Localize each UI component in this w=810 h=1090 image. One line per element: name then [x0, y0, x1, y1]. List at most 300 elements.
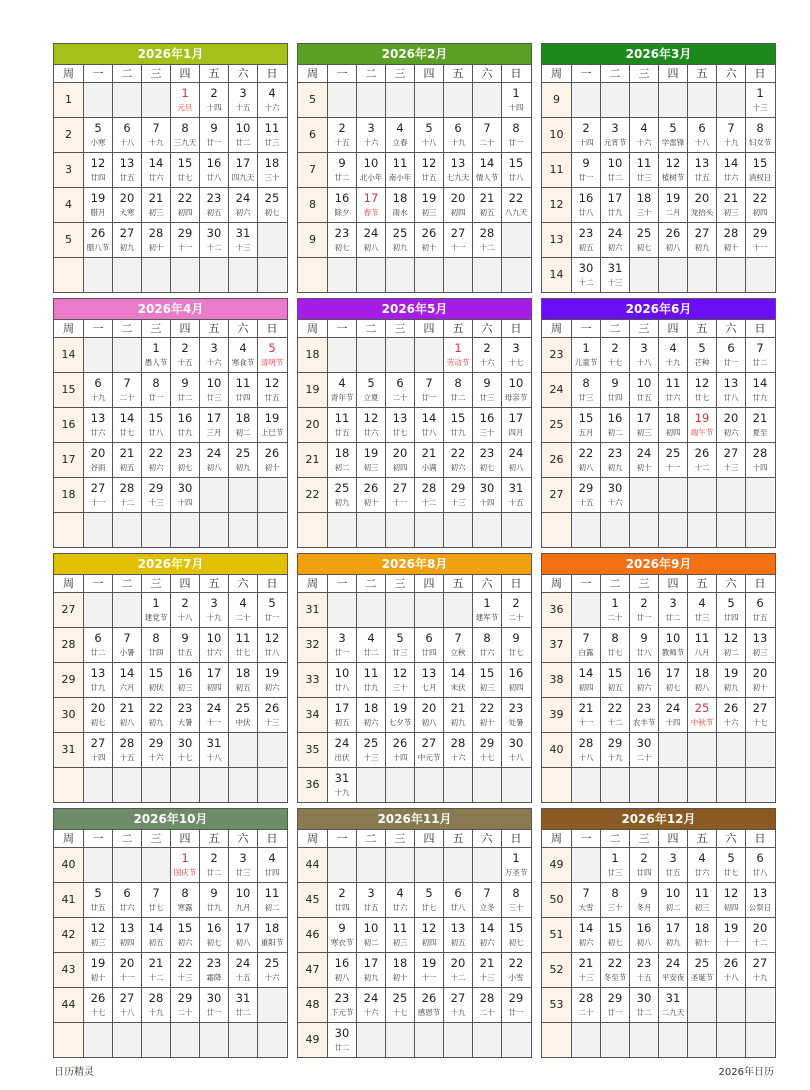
- day-cell[interactable]: [414, 188, 443, 222]
- day-cell[interactable]: [170, 698, 199, 732]
- day-cell[interactable]: [501, 918, 530, 952]
- day-cell[interactable]: [257, 593, 286, 627]
- day-cell[interactable]: [629, 443, 658, 477]
- day-cell[interactable]: [658, 953, 687, 987]
- day-cell[interactable]: [112, 733, 141, 767]
- day-cell[interactable]: [501, 733, 530, 767]
- day-cell[interactable]: [112, 883, 141, 917]
- day-cell[interactable]: [112, 478, 141, 512]
- day-cell[interactable]: [658, 408, 687, 442]
- day-cell[interactable]: [112, 918, 141, 952]
- day-cell[interactable]: [257, 628, 286, 662]
- day-cell[interactable]: [658, 443, 687, 477]
- day-cell[interactable]: [199, 373, 228, 407]
- day-cell[interactable]: [687, 223, 716, 257]
- day-cell[interactable]: [629, 223, 658, 257]
- day-cell[interactable]: [327, 408, 356, 442]
- day-cell[interactable]: [83, 373, 112, 407]
- day-cell[interactable]: [170, 918, 199, 952]
- day-cell[interactable]: [443, 373, 472, 407]
- day-cell[interactable]: [83, 953, 112, 987]
- day-cell[interactable]: [257, 443, 286, 477]
- day-cell[interactable]: [600, 408, 629, 442]
- day-cell[interactable]: [600, 918, 629, 952]
- day-cell[interactable]: [472, 338, 501, 372]
- day-cell[interactable]: [600, 478, 629, 512]
- day-cell[interactable]: [83, 443, 112, 477]
- day-cell[interactable]: [716, 118, 745, 152]
- day-cell[interactable]: [327, 883, 356, 917]
- day-cell[interactable]: [228, 663, 257, 697]
- day-cell[interactable]: [443, 338, 472, 372]
- day-cell[interactable]: [571, 953, 600, 987]
- day-cell[interactable]: [600, 373, 629, 407]
- day-cell[interactable]: [385, 443, 414, 477]
- day-cell[interactable]: [571, 883, 600, 917]
- day-cell[interactable]: [658, 918, 687, 952]
- day-cell[interactable]: [600, 883, 629, 917]
- day-cell[interactable]: [443, 663, 472, 697]
- day-cell[interactable]: [472, 153, 501, 187]
- day-cell[interactable]: [414, 988, 443, 1022]
- day-cell[interactable]: [228, 593, 257, 627]
- day-cell[interactable]: [327, 1023, 356, 1057]
- day-cell[interactable]: [716, 188, 745, 222]
- day-cell[interactable]: [472, 188, 501, 222]
- day-cell[interactable]: [716, 848, 745, 882]
- day-cell[interactable]: [170, 83, 199, 117]
- day-cell[interactable]: [257, 883, 286, 917]
- day-cell[interactable]: [629, 628, 658, 662]
- day-cell[interactable]: [745, 698, 774, 732]
- day-cell[interactable]: [228, 953, 257, 987]
- day-cell[interactable]: [228, 118, 257, 152]
- day-cell[interactable]: [472, 593, 501, 627]
- day-cell[interactable]: [83, 628, 112, 662]
- day-cell[interactable]: [327, 188, 356, 222]
- day-cell[interactable]: [716, 663, 745, 697]
- day-cell[interactable]: [501, 118, 530, 152]
- day-cell[interactable]: [170, 338, 199, 372]
- day-cell[interactable]: [600, 188, 629, 222]
- day-cell[interactable]: [443, 733, 472, 767]
- day-cell[interactable]: [472, 698, 501, 732]
- day-cell[interactable]: [257, 83, 286, 117]
- day-cell[interactable]: [414, 478, 443, 512]
- day-cell[interactable]: [501, 988, 530, 1022]
- day-cell[interactable]: [83, 408, 112, 442]
- day-cell[interactable]: [141, 223, 170, 257]
- day-cell[interactable]: [199, 733, 228, 767]
- day-cell[interactable]: [745, 373, 774, 407]
- day-cell[interactable]: [716, 883, 745, 917]
- day-cell[interactable]: [629, 373, 658, 407]
- day-cell[interactable]: [687, 663, 716, 697]
- day-cell[interactable]: [472, 663, 501, 697]
- day-cell[interactable]: [501, 628, 530, 662]
- day-cell[interactable]: [228, 443, 257, 477]
- day-cell[interactable]: [327, 118, 356, 152]
- day-cell[interactable]: [501, 593, 530, 627]
- day-cell[interactable]: [170, 663, 199, 697]
- day-cell[interactable]: [170, 153, 199, 187]
- day-cell[interactable]: [228, 918, 257, 952]
- day-cell[interactable]: [199, 848, 228, 882]
- day-cell[interactable]: [472, 733, 501, 767]
- day-cell[interactable]: [501, 408, 530, 442]
- day-cell[interactable]: [141, 153, 170, 187]
- day-cell[interactable]: [141, 408, 170, 442]
- day-cell[interactable]: [199, 408, 228, 442]
- day-cell[interactable]: [228, 988, 257, 1022]
- day-cell[interactable]: [141, 918, 170, 952]
- day-cell[interactable]: [600, 698, 629, 732]
- day-cell[interactable]: [501, 953, 530, 987]
- day-cell[interactable]: [112, 118, 141, 152]
- day-cell[interactable]: [658, 118, 687, 152]
- day-cell[interactable]: [385, 883, 414, 917]
- day-cell[interactable]: [443, 118, 472, 152]
- day-cell[interactable]: [571, 408, 600, 442]
- day-cell[interactable]: [571, 223, 600, 257]
- day-cell[interactable]: [327, 663, 356, 697]
- day-cell[interactable]: [385, 663, 414, 697]
- day-cell[interactable]: [141, 478, 170, 512]
- day-cell[interactable]: [414, 918, 443, 952]
- day-cell[interactable]: [658, 628, 687, 662]
- day-cell[interactable]: [83, 918, 112, 952]
- day-cell[interactable]: [228, 373, 257, 407]
- day-cell[interactable]: [385, 953, 414, 987]
- day-cell[interactable]: [112, 988, 141, 1022]
- day-cell[interactable]: [257, 338, 286, 372]
- day-cell[interactable]: [228, 223, 257, 257]
- day-cell[interactable]: [687, 918, 716, 952]
- day-cell[interactable]: [327, 768, 356, 802]
- day-cell[interactable]: [501, 373, 530, 407]
- day-cell[interactable]: [170, 478, 199, 512]
- day-cell[interactable]: [687, 373, 716, 407]
- day-cell[interactable]: [141, 443, 170, 477]
- day-cell[interactable]: [112, 953, 141, 987]
- day-cell[interactable]: [356, 698, 385, 732]
- day-cell[interactable]: [687, 848, 716, 882]
- day-cell[interactable]: [141, 373, 170, 407]
- day-cell[interactable]: [501, 188, 530, 222]
- day-cell[interactable]: [687, 628, 716, 662]
- day-cell[interactable]: [687, 408, 716, 442]
- day-cell[interactable]: [170, 443, 199, 477]
- day-cell[interactable]: [501, 848, 530, 882]
- day-cell[interactable]: [443, 918, 472, 952]
- day-cell[interactable]: [141, 628, 170, 662]
- day-cell[interactable]: [356, 883, 385, 917]
- day-cell[interactable]: [327, 153, 356, 187]
- day-cell[interactable]: [501, 478, 530, 512]
- day-cell[interactable]: [356, 628, 385, 662]
- day-cell[interactable]: [83, 883, 112, 917]
- day-cell[interactable]: [571, 628, 600, 662]
- day-cell[interactable]: [199, 223, 228, 257]
- day-cell[interactable]: [199, 698, 228, 732]
- day-cell[interactable]: [571, 258, 600, 292]
- day-cell[interactable]: [228, 338, 257, 372]
- day-cell[interactable]: [199, 443, 228, 477]
- day-cell[interactable]: [83, 118, 112, 152]
- day-cell[interactable]: [687, 188, 716, 222]
- day-cell[interactable]: [472, 118, 501, 152]
- day-cell[interactable]: [629, 153, 658, 187]
- day-cell[interactable]: [356, 188, 385, 222]
- day-cell[interactable]: [83, 223, 112, 257]
- day-cell[interactable]: [141, 988, 170, 1022]
- day-cell[interactable]: [600, 988, 629, 1022]
- day-cell[interactable]: [257, 373, 286, 407]
- day-cell[interactable]: [687, 338, 716, 372]
- day-cell[interactable]: [257, 188, 286, 222]
- day-cell[interactable]: [745, 628, 774, 662]
- day-cell[interactable]: [228, 883, 257, 917]
- day-cell[interactable]: [141, 188, 170, 222]
- day-cell[interactable]: [443, 443, 472, 477]
- day-cell[interactable]: [199, 918, 228, 952]
- day-cell[interactable]: [170, 628, 199, 662]
- day-cell[interactable]: [356, 478, 385, 512]
- day-cell[interactable]: [658, 188, 687, 222]
- day-cell[interactable]: [443, 883, 472, 917]
- day-cell[interactable]: [385, 408, 414, 442]
- day-cell[interactable]: [257, 698, 286, 732]
- day-cell[interactable]: [745, 188, 774, 222]
- day-cell[interactable]: [414, 223, 443, 257]
- day-cell[interactable]: [414, 373, 443, 407]
- day-cell[interactable]: [356, 373, 385, 407]
- day-cell[interactable]: [501, 443, 530, 477]
- day-cell[interactable]: [716, 443, 745, 477]
- day-cell[interactable]: [716, 698, 745, 732]
- day-cell[interactable]: [257, 118, 286, 152]
- day-cell[interactable]: [716, 338, 745, 372]
- day-cell[interactable]: [199, 953, 228, 987]
- day-cell[interactable]: [385, 118, 414, 152]
- day-cell[interactable]: [414, 153, 443, 187]
- day-cell[interactable]: [443, 408, 472, 442]
- day-cell[interactable]: [472, 373, 501, 407]
- day-cell[interactable]: [141, 663, 170, 697]
- day-cell[interactable]: [385, 628, 414, 662]
- day-cell[interactable]: [600, 118, 629, 152]
- day-cell[interactable]: [745, 118, 774, 152]
- day-cell[interactable]: [658, 223, 687, 257]
- day-cell[interactable]: [170, 593, 199, 627]
- day-cell[interactable]: [414, 408, 443, 442]
- day-cell[interactable]: [141, 953, 170, 987]
- day-cell[interactable]: [327, 223, 356, 257]
- day-cell[interactable]: [414, 883, 443, 917]
- day-cell[interactable]: [472, 478, 501, 512]
- day-cell[interactable]: [112, 663, 141, 697]
- day-cell[interactable]: [745, 443, 774, 477]
- day-cell[interactable]: [170, 848, 199, 882]
- day-cell[interactable]: [199, 593, 228, 627]
- day-cell[interactable]: [199, 628, 228, 662]
- day-cell[interactable]: [571, 918, 600, 952]
- day-cell[interactable]: [600, 223, 629, 257]
- day-cell[interactable]: [600, 593, 629, 627]
- day-cell[interactable]: [658, 338, 687, 372]
- day-cell[interactable]: [629, 848, 658, 882]
- day-cell[interactable]: [170, 223, 199, 257]
- day-cell[interactable]: [472, 918, 501, 952]
- day-cell[interactable]: [170, 373, 199, 407]
- day-cell[interactable]: [443, 628, 472, 662]
- day-cell[interactable]: [716, 953, 745, 987]
- day-cell[interactable]: [228, 188, 257, 222]
- day-cell[interactable]: [443, 153, 472, 187]
- day-cell[interactable]: [745, 953, 774, 987]
- day-cell[interactable]: [629, 663, 658, 697]
- day-cell[interactable]: [356, 443, 385, 477]
- day-cell[interactable]: [629, 338, 658, 372]
- day-cell[interactable]: [141, 593, 170, 627]
- day-cell[interactable]: [141, 733, 170, 767]
- day-cell[interactable]: [600, 663, 629, 697]
- day-cell[interactable]: [745, 918, 774, 952]
- day-cell[interactable]: [83, 478, 112, 512]
- day-cell[interactable]: [199, 338, 228, 372]
- day-cell[interactable]: [356, 408, 385, 442]
- day-cell[interactable]: [83, 153, 112, 187]
- day-cell[interactable]: [501, 698, 530, 732]
- day-cell[interactable]: [356, 988, 385, 1022]
- day-cell[interactable]: [443, 188, 472, 222]
- day-cell[interactable]: [385, 373, 414, 407]
- day-cell[interactable]: [443, 988, 472, 1022]
- day-cell[interactable]: [571, 188, 600, 222]
- day-cell[interactable]: [112, 223, 141, 257]
- day-cell[interactable]: [745, 883, 774, 917]
- day-cell[interactable]: [141, 698, 170, 732]
- day-cell[interactable]: [112, 153, 141, 187]
- day-cell[interactable]: [356, 663, 385, 697]
- day-cell[interactable]: [228, 848, 257, 882]
- day-cell[interactable]: [385, 918, 414, 952]
- day-cell[interactable]: [385, 733, 414, 767]
- day-cell[interactable]: [170, 408, 199, 442]
- day-cell[interactable]: [327, 988, 356, 1022]
- day-cell[interactable]: [571, 663, 600, 697]
- day-cell[interactable]: [600, 258, 629, 292]
- day-cell[interactable]: [716, 593, 745, 627]
- day-cell[interactable]: [600, 443, 629, 477]
- day-cell[interactable]: [472, 988, 501, 1022]
- day-cell[interactable]: [112, 188, 141, 222]
- day-cell[interactable]: [571, 118, 600, 152]
- day-cell[interactable]: [356, 153, 385, 187]
- day-cell[interactable]: [141, 883, 170, 917]
- day-cell[interactable]: [356, 953, 385, 987]
- day-cell[interactable]: [327, 478, 356, 512]
- day-cell[interactable]: [571, 443, 600, 477]
- day-cell[interactable]: [414, 663, 443, 697]
- day-cell[interactable]: [716, 153, 745, 187]
- day-cell[interactable]: [472, 953, 501, 987]
- day-cell[interactable]: [600, 153, 629, 187]
- day-cell[interactable]: [356, 118, 385, 152]
- day-cell[interactable]: [112, 408, 141, 442]
- day-cell[interactable]: [629, 883, 658, 917]
- day-cell[interactable]: [571, 733, 600, 767]
- day-cell[interactable]: [716, 408, 745, 442]
- day-cell[interactable]: [112, 443, 141, 477]
- day-cell[interactable]: [600, 338, 629, 372]
- day-cell[interactable]: [257, 153, 286, 187]
- day-cell[interactable]: [571, 698, 600, 732]
- day-cell[interactable]: [414, 698, 443, 732]
- day-cell[interactable]: [716, 223, 745, 257]
- day-cell[interactable]: [83, 698, 112, 732]
- day-cell[interactable]: [199, 118, 228, 152]
- day-cell[interactable]: [571, 478, 600, 512]
- day-cell[interactable]: [501, 663, 530, 697]
- day-cell[interactable]: [571, 988, 600, 1022]
- day-cell[interactable]: [170, 188, 199, 222]
- day-cell[interactable]: [629, 953, 658, 987]
- day-cell[interactable]: [385, 188, 414, 222]
- day-cell[interactable]: [629, 593, 658, 627]
- day-cell[interactable]: [228, 408, 257, 442]
- day-cell[interactable]: [414, 628, 443, 662]
- day-cell[interactable]: [83, 188, 112, 222]
- day-cell[interactable]: [745, 663, 774, 697]
- day-cell[interactable]: [629, 733, 658, 767]
- day-cell[interactable]: [414, 733, 443, 767]
- day-cell[interactable]: [501, 153, 530, 187]
- day-cell[interactable]: [327, 698, 356, 732]
- day-cell[interactable]: [600, 848, 629, 882]
- day-cell[interactable]: [327, 628, 356, 662]
- day-cell[interactable]: [571, 338, 600, 372]
- day-cell[interactable]: [658, 988, 687, 1022]
- day-cell[interactable]: [745, 338, 774, 372]
- day-cell[interactable]: [112, 373, 141, 407]
- day-cell[interactable]: [687, 153, 716, 187]
- day-cell[interactable]: [629, 918, 658, 952]
- day-cell[interactable]: [745, 408, 774, 442]
- day-cell[interactable]: [571, 153, 600, 187]
- day-cell[interactable]: [327, 918, 356, 952]
- day-cell[interactable]: [170, 118, 199, 152]
- day-cell[interactable]: [716, 628, 745, 662]
- day-cell[interactable]: [629, 188, 658, 222]
- day-cell[interactable]: [356, 733, 385, 767]
- day-cell[interactable]: [141, 338, 170, 372]
- day-cell[interactable]: [658, 883, 687, 917]
- day-cell[interactable]: [170, 733, 199, 767]
- day-cell[interactable]: [443, 478, 472, 512]
- day-cell[interactable]: [687, 118, 716, 152]
- day-cell[interactable]: [658, 698, 687, 732]
- day-cell[interactable]: [414, 953, 443, 987]
- day-cell[interactable]: [716, 373, 745, 407]
- day-cell[interactable]: [385, 698, 414, 732]
- day-cell[interactable]: [327, 953, 356, 987]
- day-cell[interactable]: [83, 733, 112, 767]
- day-cell[interactable]: [83, 988, 112, 1022]
- day-cell[interactable]: [228, 698, 257, 732]
- day-cell[interactable]: [257, 663, 286, 697]
- day-cell[interactable]: [745, 593, 774, 627]
